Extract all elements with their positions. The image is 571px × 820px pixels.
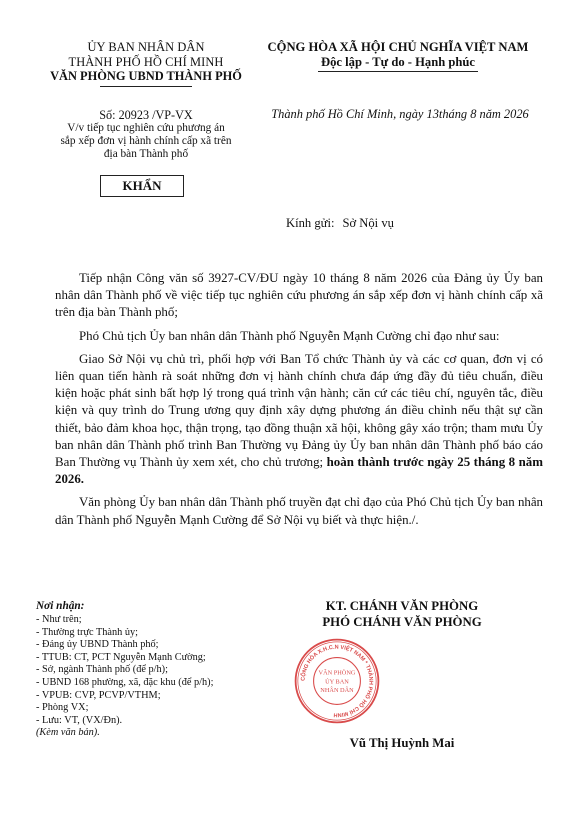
signer-name: Vũ Thị Huỳnh Mai xyxy=(349,736,455,750)
subject-line-1: V/v tiếp tục nghiên cứu phương án xyxy=(67,122,225,134)
distribution-item: - Thường trực Thành ủy; xyxy=(36,626,139,638)
urgent-badge: KHẨN xyxy=(100,175,184,197)
distribution-item: - Như trên; xyxy=(36,614,82,625)
official-seal xyxy=(292,636,382,726)
seal-ring-text: CỘNG HÒA X.H.C.N VIỆT NAM * THÀNH PHỐ HỒ CHÍ MINH xyxy=(300,644,374,718)
distribution-item: - TTUB: CT, PCT Nguyễn Mạnh Cường; xyxy=(36,651,206,663)
seal-center-line-1: VĂN PHÒNG xyxy=(318,669,356,677)
national-header xyxy=(248,40,548,72)
issuing-agency xyxy=(30,40,262,87)
signer-title-2: PHÓ CHÁNH VĂN PHÒNG xyxy=(322,615,482,629)
document-number: Số: 20923 /VP-VX xyxy=(99,108,193,122)
body-paragraph-4: Văn phòng Ủy ban nhân dân Thành phố truyền đạt chỉ đạo của Phó Chủ tịch Ủy ban nhân dân Thành phố Nguyễn Mạnh Cường để Sở Nội vụ biết và thực hiện./. xyxy=(55,495,543,527)
distribution-item: - Đảng ủy UBND Thành phố; xyxy=(36,639,159,651)
distribution-item: - UBND 168 phường, xã, đặc khu (để p/h); xyxy=(36,676,214,688)
motto-underline xyxy=(318,71,478,72)
distribution-note: (Kèm văn bản). xyxy=(36,727,100,739)
distribution-item: - Sở, ngành Thành phố (để p/h); xyxy=(36,664,168,676)
agency-line-3: VĂN PHÒNG UBND THÀNH PHỐ xyxy=(50,69,242,83)
body-paragraph-2: Phó Chủ tịch Ủy ban nhân dân Thành phố Nguyễn Mạnh Cường chỉ đạo như sau: xyxy=(79,328,500,343)
distribution-title: Nơi nhận: xyxy=(36,600,85,612)
signer-title-1: KT. CHÁNH VĂN PHÒNG xyxy=(325,599,479,613)
signature-block xyxy=(282,598,522,630)
recipient-label: Kính gửi: xyxy=(286,216,335,230)
seal-center-line-3: NHÂN DÂN xyxy=(320,686,354,694)
body-paragraph-1: Tiếp nhận Công văn số 3927-CV/ĐU ngày 10 tháng 8 năm 2026 của Đảng ủy Ủy ban nhân dân Thành phố về việc tiếp tục nghiên cứu phương án sắp xếp đơn vị hành chính cấp xã trên địa bàn Thành phố; xyxy=(55,271,543,320)
body-paragraph-3-text: Giao Sở Nội vụ chủ trì, phối hợp với Ban Tổ chức Thành ủy và các cơ quan, đơn vị có liên quan tiến hành rà soát những đơn vị hành chính chưa đáp ứng đầy đủ tiêu chuẩn, điều kiện hoặc phát sinh bất hợp lý trong quá trình vận hành; căn cứ các tiêu chí, nguyên tắc, điều kiện và quy trình do Trung ương quy định xây dựng phương án điều chỉnh nếu thật sự cần thiết, bảo đảm khoa học, thận trọng, tạo đồng thuận xã hội, không gây xáo trộn; tham mưu Ủy ban nhân dân Thành phố trình Ban Thường vụ Đảng ủy Ủy ban nhân dân Thành phố báo cáo Ban Thường vụ Thành ủy xem xét, cho chủ trương; xyxy=(55,351,543,470)
document-subject xyxy=(30,122,262,161)
document-body xyxy=(55,270,543,535)
distribution-list xyxy=(36,600,276,740)
distribution-item: - Lưu: VT, (VX/Đn). xyxy=(36,714,123,726)
recipient-name: Sở Nội vụ xyxy=(342,216,394,230)
agency-underline xyxy=(100,86,192,87)
dateline: Thành phố Hồ Chí Minh, ngày 13tháng 8 năm 2026 xyxy=(271,107,529,121)
national-title: CỘNG HÒA XÃ HỘI CHỦ NGHĨA VIỆT NAM xyxy=(267,40,529,54)
deadline-text: hoàn thành trước ngày 25 tháng 8 năm 2026. xyxy=(55,455,543,487)
distribution-item: - VPUB: CVP, PCVP/VTHM; xyxy=(36,689,161,701)
national-motto: Độc lập - Tự do - Hạnh phúc xyxy=(321,55,475,69)
subject-line-2: sắp xếp đơn vị hành chính cấp xã trên xyxy=(60,135,232,147)
subject-line-3: địa bàn Thành phố xyxy=(103,148,189,160)
agency-line-2: THÀNH PHỐ HỒ CHÍ MINH xyxy=(68,54,224,69)
body-paragraph-3 xyxy=(55,351,543,489)
distribution-item: - Phòng VX; xyxy=(36,702,89,714)
recipient-line xyxy=(286,216,394,231)
seal-center-line-2: ỦY BAN xyxy=(325,678,349,686)
agency-line-1: ỦY BAN NHÂN DÂN xyxy=(87,40,205,54)
